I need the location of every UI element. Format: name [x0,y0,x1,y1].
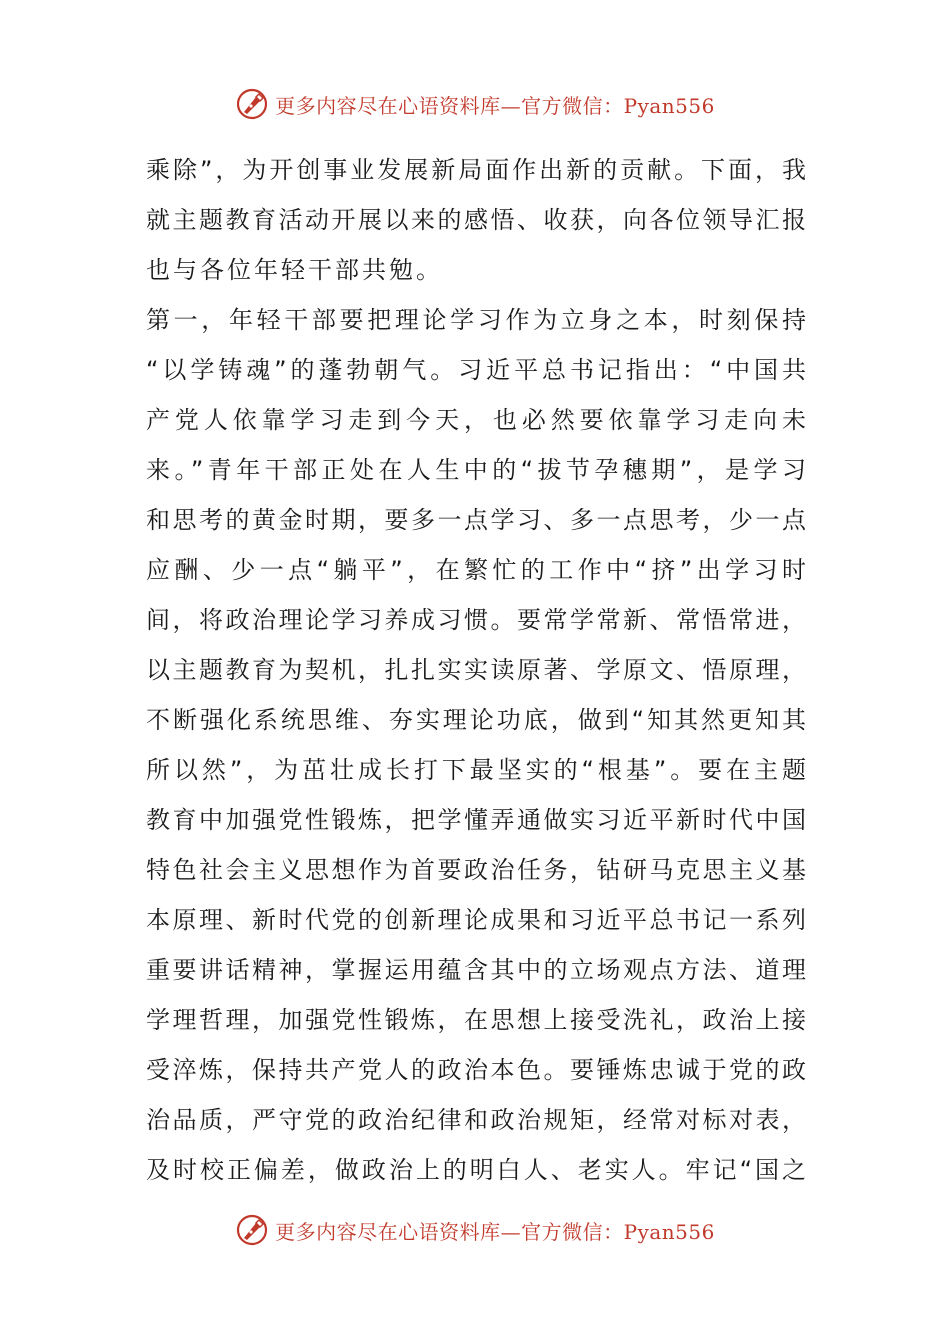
text-line: 特色社会主义思想作为首要政治任务，钻研马克思主义基 [146,856,806,884]
text-line: 就主题教育活动开展以来的感悟、收获，向各位领导汇报 [146,206,806,234]
text-line: 本原理、新时代党的创新理论成果和习近平总书记一系列 [146,906,806,934]
header-watermark-banner [0,84,950,124]
document-body [146,145,806,1195]
text-line: 学理哲理，加强党性锻炼，在思想上接受洗礼，政治上接 [146,1006,806,1034]
text-line: 应酬、少一点“躺平”，在繁忙的工作中“挤”出学习时 [146,556,806,584]
text-line: 第一，年轻干部要把理论学习作为立身之本，时刻保持 [146,306,806,334]
banner-text: 更多内容尽在心语资料库—官方微信：Pyan556 [275,93,715,118]
text-line: 教育中加强党性锻炼，把学懂弄通做实习近平新时代中国 [146,806,806,834]
banner-text: 更多内容尽在心语资料库—官方微信：Pyan556 [275,1219,715,1244]
text-line: 来。”青年干部正处在人生中的“拔节孕穗期”，是学习 [146,456,806,484]
text-line: 不断强化系统思维、夯实理论功底，做到“知其然更知其 [146,706,806,734]
text-line: 及时校正偏差，做政治上的明白人、老实人。牢记“国之 [146,1156,806,1184]
text-line: 治品质，严守党的政治纪律和政治规矩，经常对标对表， [146,1106,806,1134]
text-line: “以学铸魂”的蓬勃朝气。习近平总书记指出：“中国共 [146,356,806,384]
footer-watermark-banner [0,1210,950,1250]
text-line: 受淬炼，保持共产党人的政治本色。要锤炼忠诚于党的政 [146,1056,806,1084]
text-line: 重要讲话精神，掌握运用蕴含其中的立场观点方法、道理 [146,956,806,984]
text-line: 和思考的黄金时期，要多一点学习、多一点思考，少一点 [146,506,806,534]
pen-nib-icon [235,1213,269,1247]
text-line: 间，将政治理论学习养成习惯。要常学常新、常悟常进， [146,606,806,634]
text-line: 产党人依靠学习走到今天，也必然要依靠学习走向未 [146,406,806,434]
text-line: 所以然”，为茁壮成长打下最坚实的“根基”。要在主题 [146,756,806,784]
pen-nib-icon [235,87,269,121]
text-line: 也与各位年轻干部共勉。 [146,256,443,284]
text-line: 乘除”，为开创事业发展新局面作出新的贡献。下面，我 [146,156,806,184]
text-line: 以主题教育为契机，扎扎实实读原著、学原文、悟原理， [146,656,806,684]
